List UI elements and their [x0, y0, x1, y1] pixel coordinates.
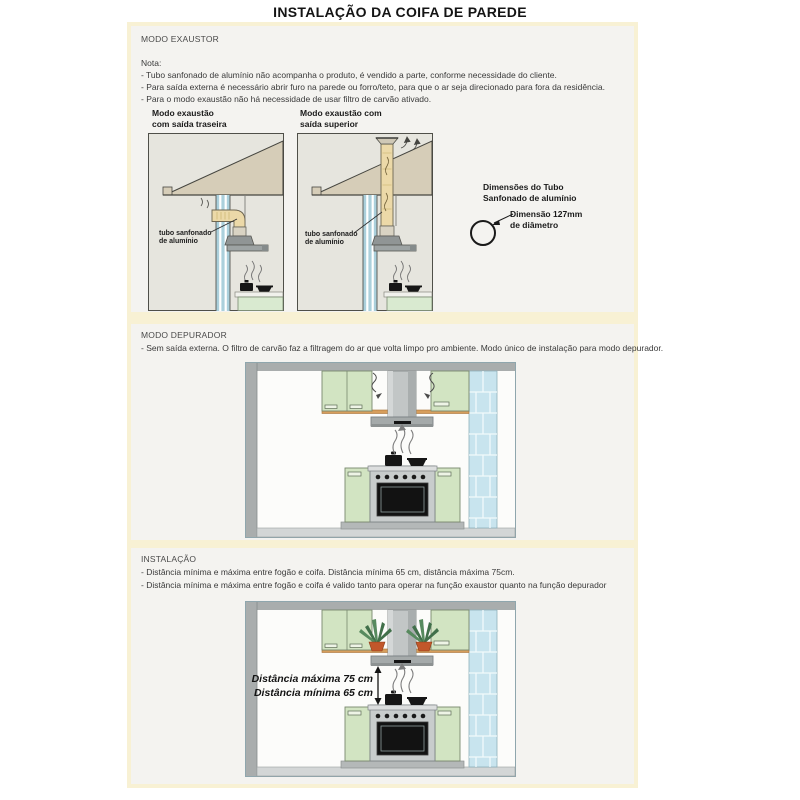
- section-modo-depurador: [131, 324, 664, 540]
- caption-rear-exit: Modo exaustão com saída traseira: [152, 108, 227, 129]
- tube-dim-heading: Sanfonado de alumínio: [483, 193, 577, 203]
- tube-circle: [471, 221, 495, 245]
- oven-door: [377, 722, 428, 755]
- tube-label: de alumínio: [159, 238, 198, 245]
- content-column: [127, 22, 664, 788]
- nota-label: Nota:: [141, 58, 162, 68]
- section-instalacao: [131, 548, 634, 784]
- oven-door: [377, 483, 428, 516]
- diagram-depurador-kitchen: [245, 362, 516, 538]
- tube-dim-value: de diâmetro: [510, 220, 559, 230]
- tube-label: de alumínio: [305, 239, 344, 246]
- dim-arrowhead: [492, 220, 500, 225]
- left-wall: [246, 363, 257, 537]
- diagram-rear-exit: [148, 133, 284, 311]
- brick-wall: [469, 371, 497, 528]
- section-heading: INSTALAÇÃO: [141, 554, 197, 564]
- stove: [368, 466, 437, 522]
- vertical-duct: [381, 144, 393, 226]
- page-title: INSTALAÇÃO DA COIFA DE PAREDE: [273, 4, 527, 20]
- ceiling: [246, 602, 515, 610]
- wall: [363, 195, 377, 311]
- diagram-top-exit: [297, 133, 433, 311]
- hood-chimney: [388, 371, 416, 417]
- tube-label: tubo sanfonado: [305, 231, 358, 238]
- tube-diameter-figure: [461, 204, 541, 264]
- section-heading: MODO EXAUSTOR: [141, 34, 220, 44]
- diagram-instalacao-kitchen: [245, 601, 516, 777]
- tube-dim-value: Dimensão 127mm: [510, 209, 583, 219]
- note-line: - Para saída externa é necessário abrir furo na parede ou forro/teto, para que o ar seja direcionado para fora da residência.: [141, 82, 606, 92]
- section-heading: MODO DEPURADOR: [141, 330, 227, 340]
- section-modo-exaustor: [131, 26, 634, 312]
- tube-label: tubo sanfonado: [159, 230, 212, 237]
- note-line: - Distância mínima e máxima entre fogão e coifa. Distância mínima 65 cm, distância máxima 75cm.: [141, 567, 515, 577]
- note-line: - Distância mínima e máxima entre fogão e coifa é valido tanto para operar na função exaustor quanto na função depurador: [141, 580, 607, 590]
- distance-max-label: Distância máxima 75 cm: [251, 673, 373, 685]
- note-line: - Tubo sanfonado de alumínio não acompanha o produto, é vendido a parte, conforme necessidade do cliente.: [141, 70, 557, 80]
- ceiling: [246, 363, 515, 371]
- tube-dim-heading: Dimensões do Tubo: [483, 182, 564, 192]
- note-line: - Sem saída externa. O filtro de carvão faz a filtragem do ar que volta limpo pro ambiente. Modo único de instalação para modo depurador.: [141, 343, 664, 353]
- brick-wall: [469, 610, 497, 767]
- distance-min-label: Distância mínima 65 cm: [253, 687, 373, 699]
- stove: [368, 705, 437, 761]
- note-line: - Para o modo exaustão não há necessidade de usar filtro de carvão ativado.: [141, 94, 432, 104]
- caption-top-exit: Modo exaustão com saída superior: [300, 108, 382, 129]
